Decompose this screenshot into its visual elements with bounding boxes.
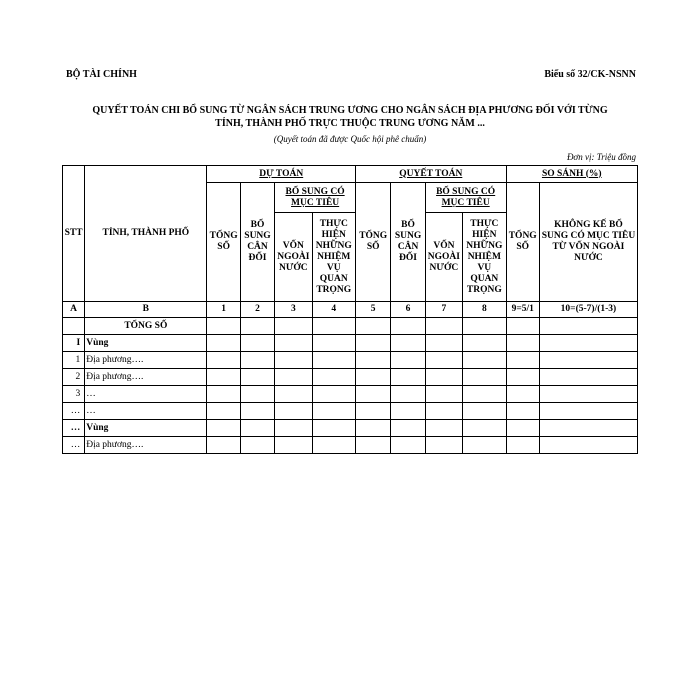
- value-cell: [207, 369, 240, 386]
- value-cell: [207, 437, 240, 454]
- value-cell: [240, 420, 274, 437]
- column-index: 8: [463, 302, 506, 318]
- value-cell: [240, 386, 274, 403]
- value-cell: [539, 437, 637, 454]
- value-cell: [539, 403, 637, 420]
- value-cell: [463, 437, 506, 454]
- value-cell: [312, 318, 355, 335]
- value-cell: [275, 437, 312, 454]
- header-du-toan-bs-can-doi: BỔ SUNG CÂN ĐỐI: [240, 183, 274, 302]
- value-cell: [391, 352, 425, 369]
- value-cell: [356, 386, 391, 403]
- value-cell: [275, 403, 312, 420]
- header-quyet-toan-bs-co-muc-tieu: BỔ SUNG CÓ MỤC TIÊU: [425, 183, 506, 213]
- value-cell: [506, 369, 539, 386]
- value-cell: [391, 437, 425, 454]
- value-cell: [240, 369, 274, 386]
- table-row: [63, 318, 638, 335]
- column-index: 5: [356, 302, 391, 318]
- header-du-toan-tong-so: TỔNG SỐ: [207, 183, 240, 302]
- value-cell: [391, 420, 425, 437]
- currency-unit: Đơn vị: Triệu đồng: [566, 152, 636, 162]
- value-cell: [312, 386, 355, 403]
- table-row: [63, 386, 638, 403]
- value-cell: [207, 420, 240, 437]
- value-cell: [425, 420, 462, 437]
- table-row: [63, 403, 638, 420]
- value-cell: [391, 386, 425, 403]
- table-row: [63, 420, 638, 437]
- column-index: 7: [425, 302, 462, 318]
- value-cell: [391, 369, 425, 386]
- value-cell: [425, 403, 462, 420]
- header-quyet-toan-bs-can-doi: BỔ SUNG CÂN ĐỐI: [391, 183, 425, 302]
- header-so-sanh-khong-ke: KHÔNG KẾ BỔ SUNG CÓ MỤC TIÊU TỪ VỐN NGOÀI NƯỚC: [539, 183, 637, 302]
- value-cell: [356, 335, 391, 352]
- report-title-line-1: QUYẾT TOÁN CHI BỔ SUNG TỪ NGÂN SÁCH TRUNG ƯƠNG CHO NGÂN SÁCH ĐỊA PHƯƠNG ĐỐI VỚI TỪNG: [92, 105, 608, 116]
- column-index: 4: [312, 302, 355, 318]
- header-du-toan: DỰ TOÁN: [207, 166, 356, 183]
- budget-table: [62, 165, 638, 454]
- header-du-toan-thuc-hien: THỰC HIỆN NHỮNG NHIỆM VỤ QUAN TRỌNG: [312, 213, 355, 302]
- header-quyet-toan: QUYẾT TOÁN: [356, 166, 507, 183]
- value-cell: [463, 386, 506, 403]
- column-index: 10=(5-7)/(1-3): [539, 302, 637, 318]
- row-province-name: Địa phương….: [85, 437, 207, 454]
- row-province-name: Địa phương….: [85, 369, 207, 386]
- value-cell: [463, 403, 506, 420]
- row-province-name: TỔNG SỐ: [85, 318, 207, 335]
- table-row: [63, 335, 638, 352]
- value-cell: [506, 386, 539, 403]
- row-province-name: Vùng: [85, 420, 207, 437]
- value-cell: [425, 437, 462, 454]
- value-cell: [275, 318, 312, 335]
- row-province-name: Vùng: [85, 335, 207, 352]
- header-so-sanh-tong-so: TỔNG SỐ: [506, 183, 539, 302]
- row-stt: …: [63, 437, 85, 454]
- value-cell: [240, 437, 274, 454]
- column-index: 6: [391, 302, 425, 318]
- value-cell: [207, 352, 240, 369]
- value-cell: [356, 403, 391, 420]
- column-index: 2: [240, 302, 274, 318]
- value-cell: [356, 437, 391, 454]
- value-cell: [539, 369, 637, 386]
- header-quyet-toan-von-ngoai-nuoc: VỐN NGOÀI NƯỚC: [425, 213, 462, 302]
- value-cell: [539, 335, 637, 352]
- value-cell: [425, 386, 462, 403]
- value-cell: [463, 318, 506, 335]
- value-cell: [207, 335, 240, 352]
- value-cell: [275, 386, 312, 403]
- column-index: 3: [275, 302, 312, 318]
- row-stt: I: [63, 335, 85, 352]
- table-row: [63, 352, 638, 369]
- value-cell: [312, 335, 355, 352]
- row-stt: 3: [63, 386, 85, 403]
- value-cell: [463, 335, 506, 352]
- row-stt: …: [63, 420, 85, 437]
- header-du-toan-von-ngoai-nuoc: VỐN NGOÀI NƯỚC: [275, 213, 312, 302]
- value-cell: [539, 386, 637, 403]
- column-index: 9=5/1: [506, 302, 539, 318]
- value-cell: [506, 420, 539, 437]
- value-cell: [506, 437, 539, 454]
- value-cell: [240, 352, 274, 369]
- value-cell: [506, 352, 539, 369]
- value-cell: [207, 386, 240, 403]
- value-cell: [463, 420, 506, 437]
- value-cell: [506, 335, 539, 352]
- table-row: [63, 437, 638, 454]
- value-cell: [391, 403, 425, 420]
- header-so-sanh: SO SÁNH (%): [506, 166, 637, 183]
- value-cell: [356, 352, 391, 369]
- value-cell: [207, 318, 240, 335]
- value-cell: [463, 369, 506, 386]
- value-cell: [312, 403, 355, 420]
- value-cell: [275, 369, 312, 386]
- value-cell: [240, 403, 274, 420]
- column-index: B: [85, 302, 207, 318]
- value-cell: [506, 403, 539, 420]
- value-cell: [391, 318, 425, 335]
- row-stt: 2: [63, 369, 85, 386]
- row-province-name: …: [85, 386, 207, 403]
- header-stt: STT: [63, 166, 85, 302]
- header-du-toan-bs-co-muc-tieu: BỔ SUNG CÓ MỤC TIÊU: [275, 183, 356, 213]
- value-cell: [356, 318, 391, 335]
- header-quyet-toan-tong-so: TỔNG SỐ: [356, 183, 391, 302]
- value-cell: [391, 335, 425, 352]
- value-cell: [240, 318, 274, 335]
- value-cell: [539, 352, 637, 369]
- value-cell: [539, 318, 637, 335]
- value-cell: [463, 352, 506, 369]
- row-stt: …: [63, 403, 85, 420]
- value-cell: [275, 352, 312, 369]
- value-cell: [356, 420, 391, 437]
- value-cell: [312, 437, 355, 454]
- column-index: A: [63, 302, 85, 318]
- value-cell: [240, 335, 274, 352]
- report-title-line-2: TỈNH, THÀNH PHỐ TRỰC THUỘC TRUNG ƯƠNG NĂM ...: [215, 118, 485, 129]
- value-cell: [312, 352, 355, 369]
- row-stt: [63, 318, 85, 335]
- value-cell: [425, 369, 462, 386]
- row-stt: 1: [63, 352, 85, 369]
- value-cell: [425, 335, 462, 352]
- column-index: 1: [207, 302, 240, 318]
- value-cell: [207, 403, 240, 420]
- value-cell: [312, 369, 355, 386]
- value-cell: [506, 318, 539, 335]
- form-code: Biểu số 32/CK-NSNN: [544, 69, 636, 80]
- header-quyet-toan-thuc-hien: THỰC HIỆN NHỮNG NHIỆM VỤ QUAN TRỌNG: [463, 213, 506, 302]
- column-index-row: [63, 302, 638, 318]
- value-cell: [356, 369, 391, 386]
- value-cell: [539, 420, 637, 437]
- value-cell: [275, 420, 312, 437]
- table-row: [63, 369, 638, 386]
- value-cell: [312, 420, 355, 437]
- header-province: TỈNH, THÀNH PHỐ: [85, 166, 207, 302]
- report-subtitle: (Quyết toán đã được Quốc hội phê chuẩn): [273, 134, 427, 144]
- ministry-name: BỘ TÀI CHÍNH: [66, 69, 137, 80]
- row-province-name: Địa phương….: [85, 352, 207, 369]
- value-cell: [425, 352, 462, 369]
- value-cell: [425, 318, 462, 335]
- value-cell: [275, 335, 312, 352]
- row-province-name: …: [85, 403, 207, 420]
